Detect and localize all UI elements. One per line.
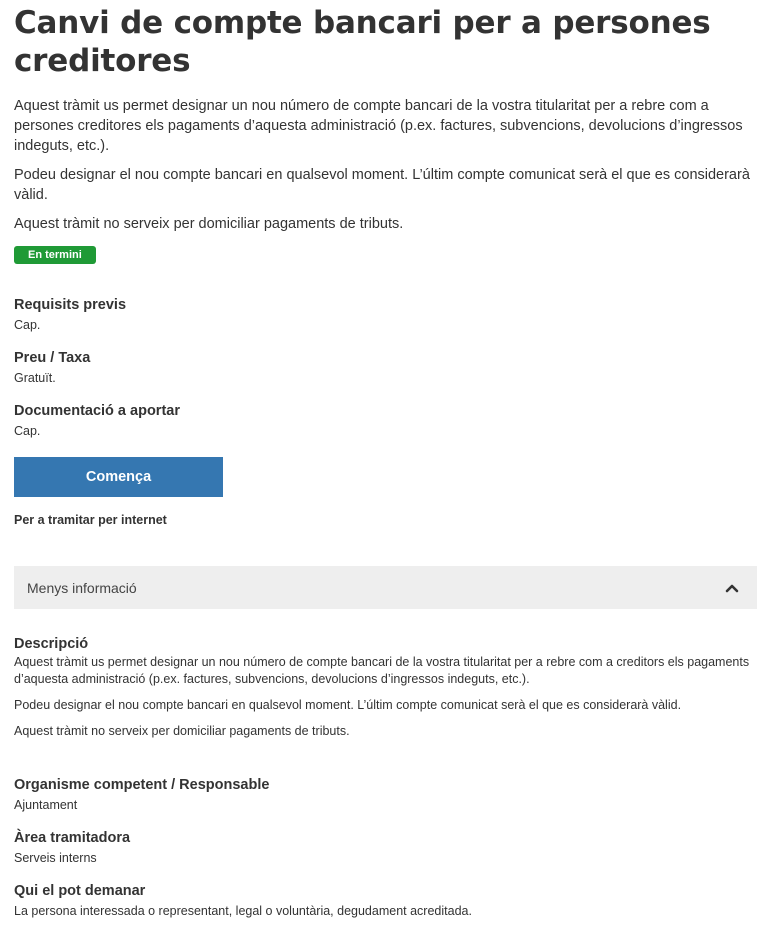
chevron-up-icon: [725, 583, 739, 593]
fee-title: Preu / Taxa: [14, 350, 91, 366]
page-title: Canvi de compte bancari per a persones creditores: [14, 5, 711, 79]
intro-text: [14, 96, 758, 234]
description-paragraph: Podeu designar el nou compte bancari en qualsevol moment. L’últim compte comunicat serà el que es considerarà vàlid.: [14, 698, 682, 712]
intro-paragraph: Aquest tràmit us permet designar un nou número de compte bancari de la vostra titularitat per a rebre com a persones creditores els pagaments d’aquesta administració (p.ex. factures, subvencions, devolucions d’ingressos indeguts, etc.).: [14, 98, 743, 154]
intro-paragraph: Aquest tràmit no serveix per domiciliar pagaments de tributs.: [14, 216, 404, 232]
documentation-section: [14, 402, 758, 439]
fee-value: Gratuït.: [14, 371, 56, 385]
who-title: Qui el pot demanar: [14, 883, 146, 899]
requirements-section: [14, 296, 758, 333]
description-title: Descripció: [14, 636, 89, 652]
who-section: [14, 882, 758, 919]
intro-paragraph: Podeu designar el nou compte bancari en qualsevol moment. L’últim compte comunicat serà el que es considerarà vàlid.: [14, 167, 750, 203]
less-info-label: Menys informació: [27, 579, 137, 596]
documentation-value: Cap.: [14, 424, 41, 438]
requirements-value: Cap.: [14, 318, 41, 332]
area-section: [14, 829, 758, 866]
area-title: Àrea tramitadora: [14, 830, 131, 846]
area-value: Serveis interns: [14, 851, 97, 865]
start-button[interactable]: Comença: [14, 457, 223, 497]
description-section: [14, 635, 758, 740]
documentation-title: Documentació a aportar: [14, 403, 180, 419]
less-info-toggle[interactable]: [14, 566, 757, 609]
requirements-title: Requisits previs: [14, 297, 127, 313]
description-paragraph: Aquest tràmit no serveix per domiciliar pagaments de tributs.: [14, 724, 350, 738]
fee-section: [14, 349, 758, 386]
description-paragraph: Aquest tràmit us permet designar un nou número de compte bancari de la vostra titularitat per a rebre com a creditors els pagaments d’aquesta administració (p.ex. factures, subvencions, devolucions d’ingressos indeguts, etc.).: [14, 655, 750, 686]
who-value: La persona interessada o representant, legal o voluntària, degudament acreditada.: [14, 904, 472, 918]
organism-value: Ajuntament: [14, 798, 78, 812]
internet-note: Per a tramitar per internet: [14, 513, 167, 527]
organism-title: Organisme competent / Responsable: [14, 777, 270, 793]
status-badge: En termini: [14, 246, 96, 264]
organism-section: [14, 776, 758, 813]
